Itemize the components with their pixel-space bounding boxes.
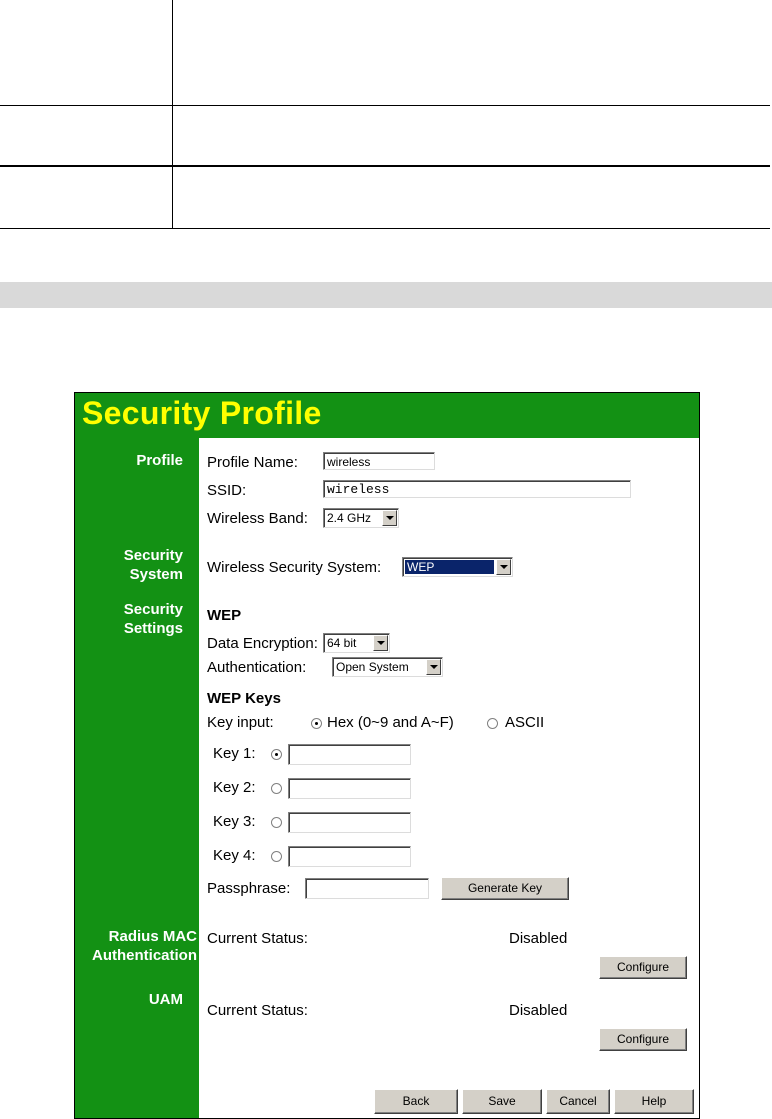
key-2-label: Key 2: bbox=[213, 779, 256, 796]
ascii-option-label: ASCII bbox=[505, 714, 545, 731]
table-row-divider bbox=[0, 105, 770, 106]
wep-heading: WEP bbox=[207, 607, 242, 624]
authentication-select[interactable]: Open System bbox=[332, 657, 443, 677]
key-3-input[interactable] bbox=[288, 812, 411, 833]
cancel-button[interactable]: Cancel bbox=[546, 1089, 610, 1114]
wireless-band-select[interactable]: 2.4 GHz bbox=[323, 508, 399, 528]
security-profile-dialog bbox=[74, 392, 700, 1119]
key-4-label: Key 4: bbox=[213, 847, 256, 864]
back-button[interactable]: Back bbox=[374, 1089, 458, 1114]
section-label-uam: UAM bbox=[148, 991, 183, 1008]
save-button[interactable]: Save bbox=[462, 1089, 542, 1114]
uam-status-label: Current Status: bbox=[207, 1002, 308, 1019]
section-label-radius-mac: Radius MAC Authentication bbox=[92, 928, 197, 964]
passphrase-label: Passphrase: bbox=[207, 880, 291, 897]
data-encryption-label: Data Encryption: bbox=[207, 635, 318, 652]
section-sidebar bbox=[75, 438, 199, 1118]
section-label-profile: Profile bbox=[136, 452, 183, 469]
key-2-input[interactable] bbox=[288, 778, 411, 799]
table-row-divider bbox=[0, 228, 770, 229]
radius-status-value: Disabled bbox=[509, 930, 568, 947]
ssid-input[interactable]: wireless bbox=[323, 480, 631, 498]
security-system-label: Wireless Security System: bbox=[207, 559, 382, 576]
table-row-divider bbox=[0, 165, 770, 167]
key-4-radio[interactable] bbox=[271, 851, 282, 862]
authentication-label: Authentication: bbox=[207, 659, 307, 676]
generate-key-button[interactable]: Generate Key bbox=[441, 877, 569, 900]
data-encryption-select[interactable]: 64 bit bbox=[323, 633, 390, 653]
key-2-radio[interactable] bbox=[271, 783, 282, 794]
key-1-label: Key 1: bbox=[213, 745, 256, 762]
profile-name-input[interactable]: wireless bbox=[323, 452, 435, 470]
wireless-band-label: Wireless Band: bbox=[207, 510, 308, 527]
wep-keys-heading: WEP Keys bbox=[207, 690, 281, 707]
uam-configure-button[interactable]: Configure bbox=[599, 1028, 687, 1051]
section-label-security-settings: Security Settings bbox=[123, 601, 183, 637]
ssid-label: SSID: bbox=[207, 482, 247, 499]
key-3-radio[interactable] bbox=[271, 817, 282, 828]
section-label-security-system: Security System bbox=[123, 547, 183, 583]
key-1-input[interactable] bbox=[288, 744, 411, 765]
chevron-down-icon[interactable] bbox=[373, 635, 388, 651]
radius-status-label: Current Status: bbox=[207, 930, 308, 947]
title-banner bbox=[75, 393, 699, 438]
uam-status-value: Disabled bbox=[509, 1002, 568, 1019]
page-title: Security Profile bbox=[82, 395, 322, 431]
key-4-input[interactable] bbox=[288, 846, 411, 867]
chevron-down-icon[interactable] bbox=[496, 559, 511, 575]
ascii-radio[interactable] bbox=[487, 718, 498, 729]
key-3-label: Key 3: bbox=[213, 813, 256, 830]
security-system-select[interactable]: WEP bbox=[402, 557, 513, 577]
chevron-down-icon[interactable] bbox=[426, 659, 441, 675]
table-column-divider bbox=[172, 0, 173, 228]
section-heading-bar bbox=[0, 282, 772, 308]
profile-name-label: Profile Name: bbox=[207, 454, 298, 471]
passphrase-input[interactable] bbox=[305, 878, 429, 899]
hex-radio[interactable] bbox=[311, 718, 322, 729]
help-button[interactable]: Help bbox=[614, 1089, 694, 1114]
key-input-label: Key input: bbox=[207, 714, 274, 731]
key-1-radio[interactable] bbox=[271, 749, 282, 760]
radius-configure-button[interactable]: Configure bbox=[599, 956, 687, 979]
hex-option-label: Hex (0~9 and A~F) bbox=[327, 714, 454, 731]
settings-panel bbox=[199, 438, 699, 1118]
chevron-down-icon[interactable] bbox=[382, 510, 397, 526]
